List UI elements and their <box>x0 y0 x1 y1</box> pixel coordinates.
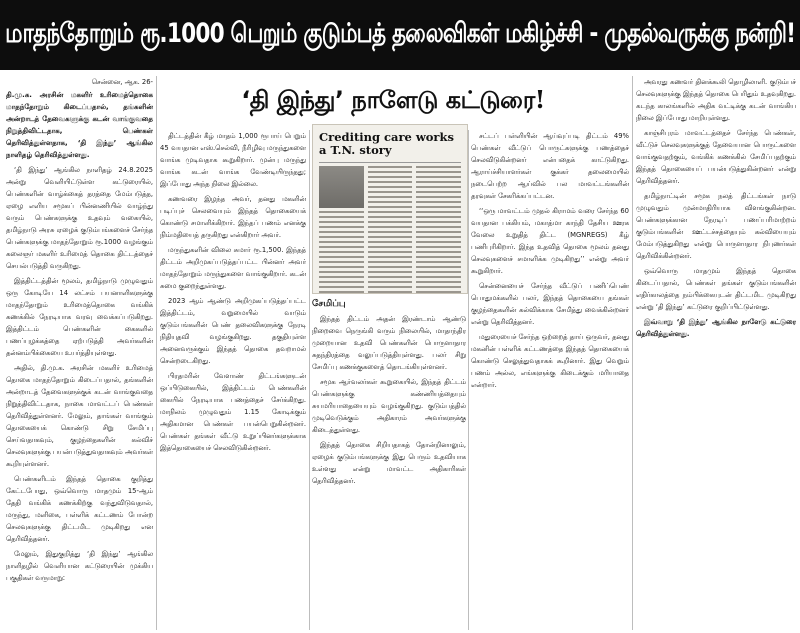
column-4 <box>471 130 629 630</box>
col5-paragraph: ஒவ்வொரு மாதமும் இந்தத் தொகை கிடைப்பதால், பெண்கள் தங்கள் குடும்பங்களின் எதிர்காலத்தை நம்பிக்கையுடன் திட்டமிட முடிகிறது என்று ‘தி இந்து’ கட்டுரை குறிப்பிட்டுள்ளது. <box>636 267 796 311</box>
col5-paragraph: காஞ்சிபுரம் மாவட்டத்தைச் சேர்ந்த பெண்கள், வீட்டுச் செலவுகளுக்குத் தேவையான பொருட்களை வாங்குவதற்கும், வங்கிக் கணக்கில் சேமிப்பதற்கும் இந்தத் தொகையைப் பயன்படுத்துகின்றனர் என்று தெரிவித்தனர். <box>636 129 796 185</box>
col2-paragraph: பிரதமரின் வேளாண் திட்டங்களுடன் ஒப்பிடுகையில், இத்திட்டம் பெண்களின் கையில் நேரடியாக பணத்தைச் சேர்க்கிறது. மாநிலம் முழுவதும் 1.15 கோடிக்கும் அதிகமான பெண்கள் பயன்பெறுகின்றனர். பெண்கள் தங்கள் வீட்டு உறுப்பினர்களுக்காக இத்தொகையைச் செலவிடுகின்றனர். <box>160 372 306 452</box>
column-1 <box>6 76 153 630</box>
column-2 <box>160 130 306 630</box>
col5-closing-paragraph: இவ்வாறு ‘தி இந்து’ ஆங்கில நாளேடு கட்டுரை தெரிவித்துள்ளது. <box>636 318 796 338</box>
clipping-rule <box>319 162 461 163</box>
col1-paragraph: அதில், தி.மு.க. அரசின் மகளிர் உரிமைத் தொகை மாதந்தோறும் கிடைப்பதால், தங்களின் அன்றாடத் தேவைகளுக்குக் கடன் வாங்குவதை நிறுத்திவிட்டதாக, நாகை மாவட்டப் பெண்கள் தெரிவித்துள்ளனர். மேலும், தாங்கள் வாங்கும் தொகையைக் கொண்டு சிறு சேமிப்பு செய்வதாகவும், குழந்தைகளின் கல்விச் செலவுகளுக்கு பயன்படுத்துவதாகவும் அவர்கள் கூறியுள்ளனர். <box>6 364 153 468</box>
banner-title: மாதந்தோறும் ரூ.1000 பெறும் குடும்பத் தலைவிகள் மகிழ்ச்சி - முதல்வருக்கு நன்றி! <box>4 17 796 49</box>
col2-paragraph: திட்டத்தின் கீழ் மாதம் 1,000 ரூபாய் பெறும் 45 வயதான எஸ்.செல்வி, நீரிழிவு மருந்துகளை வாங்க முடிவதாக கூறுகிறார். முன்பு மருந்து வாங்க கடன் வாங்க வேண்டியிருந்தது; இப்போது அந்த நிலை இல்லை. <box>160 132 306 188</box>
column-rule <box>632 76 633 630</box>
clipping-column <box>416 166 461 294</box>
col2-paragraph: கணவரை இழந்த அவர், தனது மகளின் படிப்புச் செலவையும் இந்தத் தொகையைக் கொண்டு சமாளிக்கிறார். இந்தப் பணம் எனக்கு நிம்மதியைத் தருகிறது என்கிறார் அவர். <box>160 195 306 239</box>
col2-paragraph: 2023 ஆம் ஆண்டு அறிமுகப்படுத்தப்பட்ட இத்திட்டம், வறுமையில் வாடும் குடும்பங்களின் பெண் தலைவிகளுக்கு நேரடி நிதியுதவி வழங்குகிறது. தகுதியுள்ள அனைவருக்கும் இந்தத் தொகை தவறாமல் சென்றடைகிறது. <box>160 297 306 365</box>
headline-newspaper-name: ‘தி இந்து’ <box>241 85 344 114</box>
clipping-column <box>368 166 413 294</box>
column-5 <box>636 76 796 630</box>
col1-paragraph: மேலும், இதுகுறித்து ‘தி இந்து’ ஆங்கில நாளிதழில் வெளியான கட்டுரையின் முக்கிய பகுதிகள் வருமாறு: <box>6 550 153 582</box>
col5-paragraph: தமிழ்நாட்டின் சமூக நலத் திட்டங்கள் நாடு முழுவதும் முன்மாதிரியாக விளங்குகின்றன. பெண்களுக்கான நேரடிப் பணப்பரிமாற்றம் குடும்பங்களின் ஊட்டச்சத்தையும் கல்வியையும் மேம்படுத்துகிறது என்று பொருளாதார நிபுணர்கள் தெரிவிக்கின்றனர். <box>636 192 796 260</box>
col4-paragraph: மதுரையைச் சேர்ந்த ஒற்றைத் தாய் ஒருவர், தனது மகனின் பள்ளிக் கட்டணத்தை இந்தத் தொகையைக் கொண்டு செலுத்துவதாகக் கூறினார். இது வெறும் பணம் அல்ல, எங்களுக்கு கிடைக்கும் மரியாதை என்றார். <box>471 333 629 389</box>
lead-paragraph: தி.மு.க. அரசின் மகளிர் உரிமைத்தொகை மாதந்தோறும் கிடைப்பதால், தங்களின் அன்றாடத் தேவைகளுக்கு கடன் வாங்குவதை நிறுத்திவிட்டதாக, பெண்கள் தெரிவித்துள்ளதாக, ‘தி இந்து’ ஆங்கில நாளிதழ் தெரிவித்துள்ளது. <box>6 91 153 159</box>
col1-paragraph: இத்திட்டத்தின் மூலம், தமிழ்நாடு முழுவதும் ஒரு கோடியே 14 லட்சம் பயனாளிகளுக்கு மாதந்தோறும் உரிமைத்தொகை வங்கிக் கணக்கில் நேரடியாக வரவு வைக்கப்படுகிறது. இத்திட்டம் பெண்களின் கைகளில் பணப்புழக்கத்தை ஏற்படுத்தி அவர்களின் தன்னம்பிக்கையை உயர்த்தியுள்ளது. <box>6 277 153 357</box>
clipping-columns <box>313 166 467 294</box>
column-rule <box>156 76 157 630</box>
banner <box>0 0 800 70</box>
col4-paragraph: சென்னையைச் சேர்ந்த வீட்டுப் பணிப்பெண் பொதுமக்களில் பலர், இந்தத் தொகையை தங்கள் குழந்தைகளின் கல்விக்காக சேமித்து வைக்கின்றனர் என்று தெரிவித்தனர். <box>471 282 629 326</box>
clipping-title: Crediting care works a T.N. story <box>319 130 454 157</box>
column-rule <box>468 130 469 630</box>
col3-paragraph: இந்தத் தொகை சிறியதாகத் தோன்றினாலும், ஏழைக் குடும்பங்களுக்கு இது பெரும் உதவியாக உள்ளது என்று மாவட்ட அதிகாரிகள் தெரிவித்தனர். <box>312 441 466 485</box>
clipping-photo <box>319 166 364 208</box>
column-3 <box>312 298 466 630</box>
col1-paragraph: பெண்களிடம் இந்தத் தொகை குறித்து கேட்டபோது, ஒவ்வொரு மாதமும் 15-ஆம் தேதி வங்கிக் கணக்கிற்கு வந்துவிடுவதால், மருந்து, மளிகை, பள்ளிக் கட்டணம் போன்ற செலவுகளுக்கு திட்டமிட முடிகிறது என தெரிவித்தனர். <box>6 475 153 543</box>
col5-paragraph: அவரது கணவர் தினக்கூலி தொழிலாளி. குடும்பச் செலவுகளுக்கு இந்தத் தொகை பெரிதும் உதவுகிறது. கடந்த காலங்களில் அதிக வட்டிக்கு கடன் வாங்கிய நிலை இப்போது மாறியுள்ளது. <box>636 78 796 122</box>
col3-paragraph: இந்தத் திட்டம் அதன் இரண்டாம் ஆண்டு நிறைவை நெருங்கி வரும் நிலையில், மாதாந்திர முறையான உதவி பெண்களின் பொருளாதார சுதந்திரத்தை வலுப்படுத்தியுள்ளது. பலர் சிறு சேமிப்பு கணக்குகளைத் தொடங்கியுள்ளனர். <box>312 315 466 371</box>
col1-paragraph: ‘தி இந்து’ ஆங்கில நாளிதழ் 24.8.2025 அன்று வெளியிட்டுள்ள கட்டுரையில், பெண்களின் வாழ்க்கைத் தரத்தை மேம்படுத்த, ஏழை எளிய சமூகப் பின்னணியில் வாழ்ந்து வரும் பெண்களுக்கு உதவும் வகையில், தமிழ்நாடு அரசு ஏழைக் குடும்பங்களைச் சேர்ந்த பெண்களுக்கு மாதந்தோறும் ரூ.1000 வழங்கும் கலைஞர் மகளிர் உரிமைத் தொகை திட்டத்தைச் செயல்படுத்தி வருகிறது. <box>6 166 153 270</box>
col3-paragraph: சமூக ஆர்வலர்கள் கூறுகையில், இந்தத் திட்டம் பெண்களுக்கு கண்ணியத்தையும் சுயமரியாதையையும் வழங்குகிறது. குடும்பத்தில் முடிவெடுக்கும் அதிகாரம் அவர்களுக்கு கிடைத்துள்ளது. <box>312 378 466 434</box>
newspaper-clipping-image <box>312 124 468 294</box>
col4-paragraph: ‘‘ஒரு மாவட்டம் முதல் கிராமம் வரை சேர்ந்த 60 வயதான பக்கியம், மகாத்மா காந்தி தேசிய ஊரக வேலை உறுதித் திட்ட (MGNREGS) கீழ் பணிபுரிகிறார். இந்த உதவித் தொகை மூலம் தனது செலவுகளைச் சமாளிக்க முடிகிறது’’ என்று அவர் கூறுகிறார். <box>471 207 629 275</box>
col4-paragraph: சட்டப் பள்ளியின் ஆய்வுப்படி திட்டம் 49% பெண்கள் வீட்டுப் பொருட்களுக்கு பணத்தைச் செலவிடுகின்றனர் என்பதைக் காட்டுகிறது. ஆராய்ச்சியாளர்கள் குக்கர் தலைமையில் நடைபெற்ற ஆய்வில் பல மாவட்டங்களின் தரவுகள் சேகரிக்கப்பட்டன. <box>471 132 629 200</box>
clipping-column <box>319 166 364 294</box>
article-headline <box>163 80 623 122</box>
savings-subheading: சேமிப்பு <box>312 299 346 309</box>
col2-paragraph: மருந்துகளின் விலை சுமார் ரூ.1,500. இந்தத் திட்டம் அறிமுகப்படுத்தப்பட்ட பின்னர் அவர் மாதந்தோறும் மருந்துகளை வாங்குகிறார். கடன் சுமை குறைந்துள்ளது. <box>160 246 306 290</box>
column-rule <box>309 130 310 630</box>
dateline: சென்னை, ஆக. 26- <box>91 78 153 86</box>
headline-text: நாளேடு கட்டுரை! <box>351 85 545 114</box>
